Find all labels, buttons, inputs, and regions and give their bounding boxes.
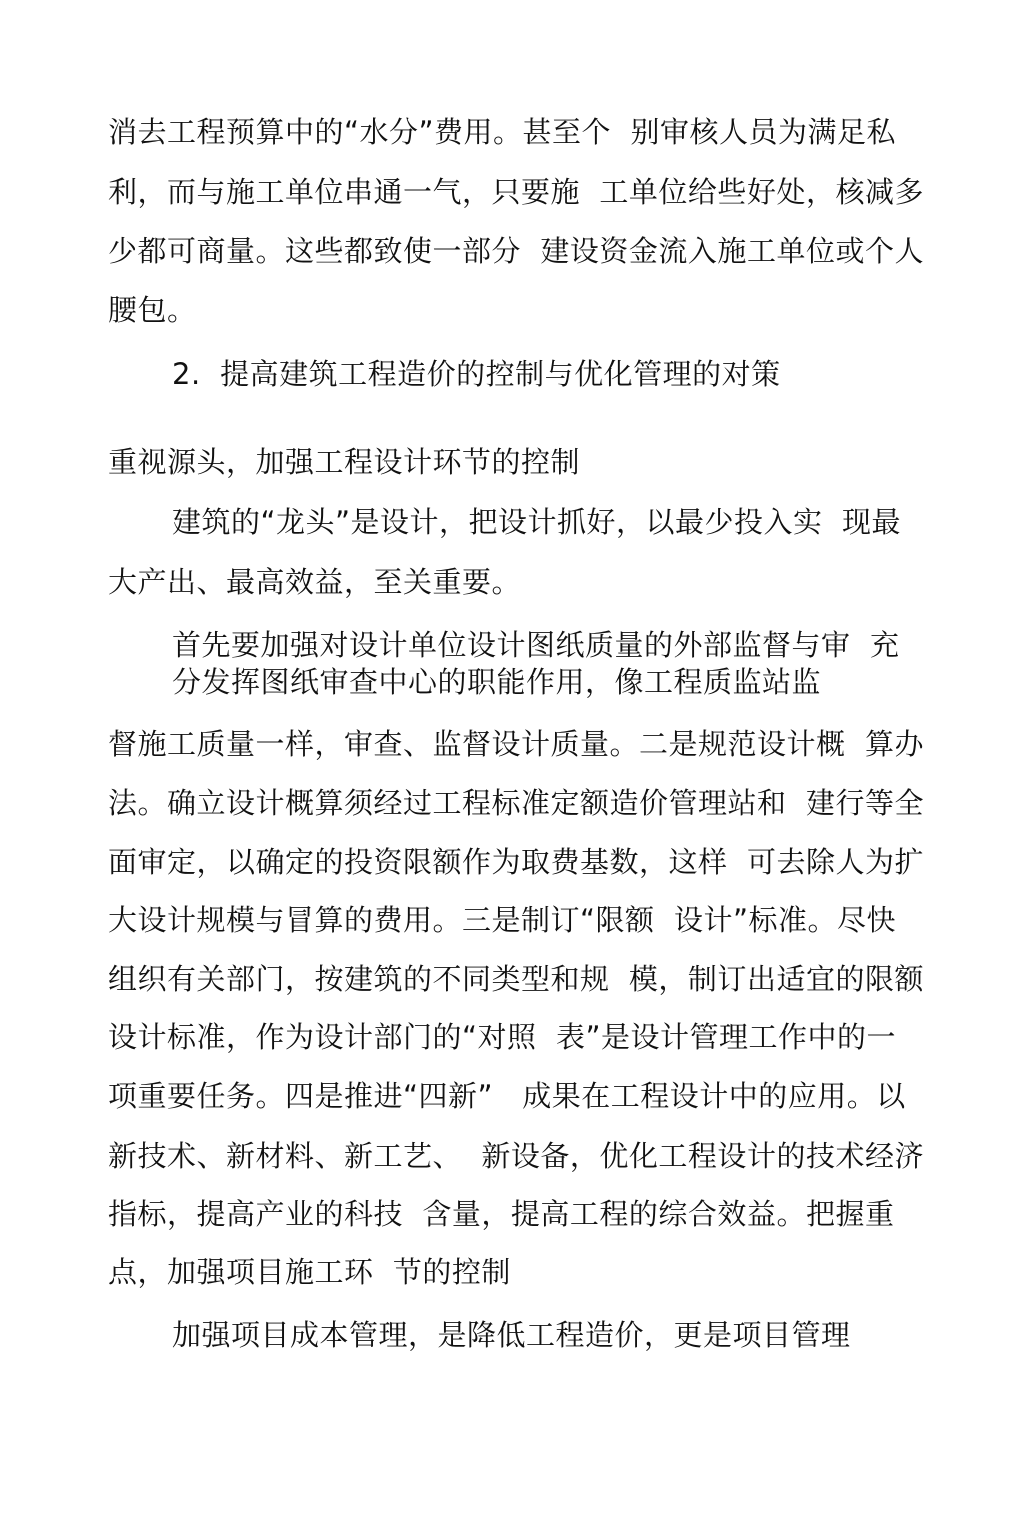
paragraph-line: 利，而与施工单位串通一气，只要施 工单位给些好处，核减多: [108, 175, 924, 209]
paragraph-line: 督施工质量一样，审查、监督设计质量。二是规范设计概 算办: [108, 727, 924, 761]
paragraph-line: 组织有关部门，按建筑的不同类型和规 模，制订出适宜的限额: [108, 962, 924, 996]
section-heading: 2. 提高建筑工程造价的控制与优化管理的对策: [172, 357, 781, 391]
paragraph-line: 加强项目成本管理，是降低工程造价，更是项目管理: [172, 1318, 851, 1352]
paragraph-line: 分发挥图纸审查中心的职能作用，像工程质监站监: [172, 665, 822, 699]
paragraph-line: 项重要任务。四是推进“四新” 成果在工程设计中的应用。以: [108, 1079, 906, 1113]
paragraph-line: 少都可商量。这些都致使一部分 建设资金流入施工单位或个人: [108, 234, 924, 268]
subsection-heading: 重视源头，加强工程设计环节的控制: [108, 445, 581, 479]
paragraph-line: 消去工程预算中的“水分”费用。甚至个 别审核人员为满足私: [108, 115, 896, 149]
paragraph-line: 新技术、新材料、新工艺、 新设备，优化工程设计的技术经济: [108, 1139, 924, 1173]
paragraph-line: 腰包。: [108, 293, 197, 327]
paragraph-line: 建筑的“龙头”是设计，把设计抓好，以最少投入实 现最: [172, 505, 901, 539]
paragraph-line: 法。确立设计概算须经过工程标准定额造价管理站和 建行等全: [108, 786, 924, 820]
paragraph-line: 大设计规模与冒算的费用。三是制订“限额 设计”标准。尽快: [108, 903, 896, 937]
paragraph-line: 面审定，以确定的投资限额作为取费基数，这样 可去除人为扩: [108, 845, 924, 879]
paragraph-line: 点，加强项目施工环 节的控制: [108, 1255, 511, 1289]
paragraph-line: 大产出、最高效益，至关重要。: [108, 565, 522, 599]
paragraph-line: 首先要加强对设计单位设计图纸质量的外部监督与审 充: [172, 628, 900, 662]
paragraph-line: 指标，提高产业的科技 含量，提高工程的综合效益。把握重: [108, 1197, 895, 1231]
paragraph-line: 设计标准，作为设计部门的“对照 表”是设计管理工作中的一: [108, 1020, 896, 1054]
